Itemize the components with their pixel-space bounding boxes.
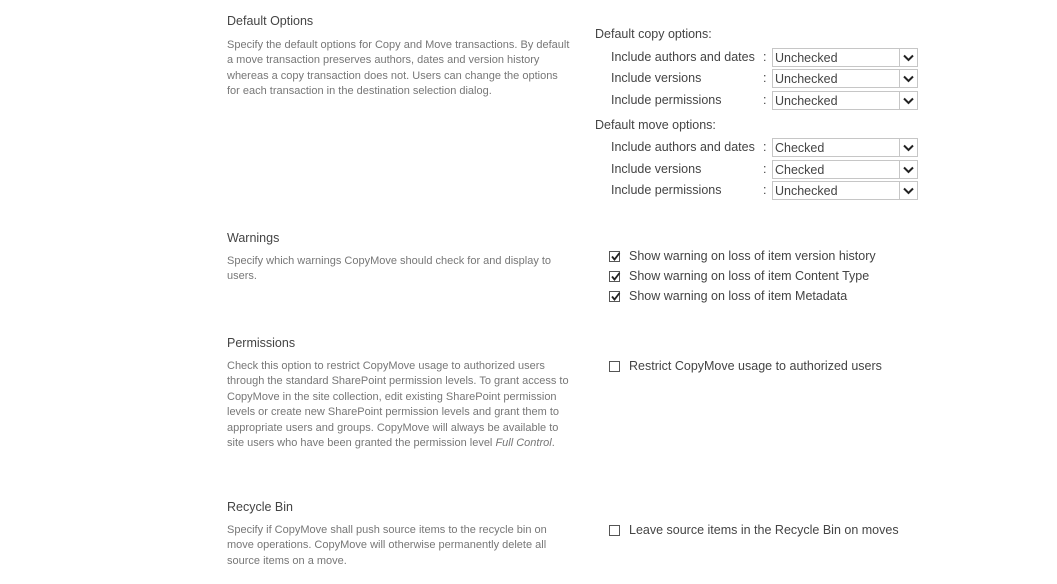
chevron-down-icon[interactable] [899, 92, 917, 109]
move-option-label: Include versions [611, 162, 702, 176]
warning-checkbox[interactable] [609, 251, 620, 262]
warnings-heading: Warnings [227, 231, 280, 245]
warnings-description: Specify which warnings CopyMove should check for and display to users. [227, 255, 552, 283]
recycle-bin-heading: Recycle Bin [227, 500, 293, 514]
copy-option-label: Include authors and dates [611, 50, 755, 64]
recycle-bin-label[interactable]: Leave source items in the Recycle Bin on moves [629, 523, 899, 537]
chevron-down-icon[interactable] [899, 182, 917, 199]
warning-label[interactable]: Show warning on loss of item version history [629, 249, 876, 263]
move-option-select[interactable] [772, 160, 918, 179]
chevron-down-icon[interactable] [899, 139, 917, 156]
selected-value: Checked [775, 141, 825, 155]
permissions-description-text: Check this option to restrict CopyMove usage to authorized users through the standard SharePoint permission levels. To grant access to CopyMove in the site collection, edit existing SharePoint permission levels or create new SharePoint permission levels and grant them to appropriate users and groups. CopyMove will always be available to site users who have been granted the permission level [227, 360, 569, 450]
selected-value: Checked [775, 163, 825, 177]
colon: : [763, 71, 767, 85]
permissions-description [227, 359, 572, 451]
permissions-description-end: . [551, 437, 555, 450]
copy-option-select[interactable] [772, 69, 918, 88]
recycle-bin-description: Specify if CopyMove shall push source items to the recycle bin on move operations. CopyMove will otherwise permanently delete all source items on a move. [227, 524, 547, 567]
permissions-heading: Permissions [227, 336, 296, 350]
colon: : [763, 183, 767, 197]
warning-checkbox[interactable] [609, 291, 620, 302]
restrict-usage-checkbox[interactable] [609, 361, 620, 372]
colon: : [763, 93, 767, 107]
move-option-select[interactable] [772, 181, 918, 200]
restrict-usage-label[interactable]: Restrict CopyMove usage to authorized users [629, 359, 882, 373]
chevron-down-icon[interactable] [899, 49, 917, 66]
move-option-select[interactable] [772, 138, 918, 157]
selected-value: Unchecked [775, 72, 838, 86]
recycle-bin-checkbox[interactable] [609, 525, 620, 536]
move-option-label: Include authors and dates [611, 140, 755, 154]
default-options-heading: Default Options [227, 14, 314, 28]
selected-value: Unchecked [775, 94, 838, 108]
full-control-text: Full Control [495, 437, 552, 450]
copy-option-label: Include permissions [611, 93, 722, 107]
copy-option-select[interactable] [772, 91, 918, 110]
copy-options-heading: Default copy options: [595, 27, 712, 41]
selected-value: Unchecked [775, 184, 838, 198]
move-option-label: Include permissions [611, 183, 722, 197]
default-options-description: Specify the default options for Copy and Move transactions. By default a move transaction preserves authors, dates and version history whereas a copy transaction does not. Users can change the options for each transaction in the destination selection dialog. [227, 39, 570, 98]
colon: : [763, 140, 767, 154]
chevron-down-icon[interactable] [899, 161, 917, 178]
copy-option-select[interactable] [772, 48, 918, 67]
selected-value: Unchecked [775, 51, 838, 65]
colon: : [763, 50, 767, 64]
copy-option-label: Include versions [611, 71, 702, 85]
warning-label[interactable]: Show warning on loss of item Metadata [629, 289, 848, 303]
warning-label[interactable]: Show warning on loss of item Content Type [629, 269, 870, 283]
colon: : [763, 162, 767, 176]
warning-checkbox[interactable] [609, 271, 620, 282]
move-options-heading: Default move options: [595, 118, 716, 132]
chevron-down-icon[interactable] [899, 70, 917, 87]
